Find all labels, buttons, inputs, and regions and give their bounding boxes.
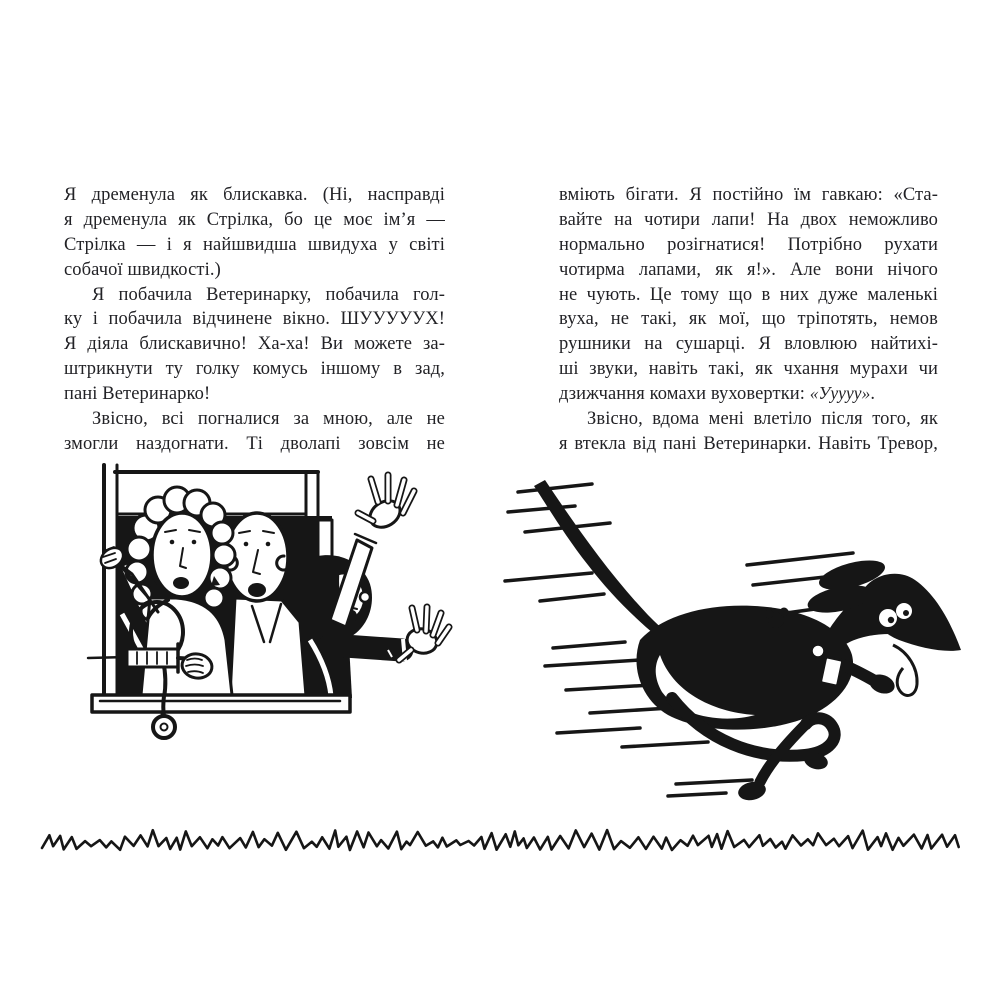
text-line: рушники на сушарці. Я вловлюю найтихі-	[559, 334, 938, 355]
waving-man-right-arm	[330, 645, 402, 650]
waving-man-raised-hand	[358, 475, 414, 533]
syringe-barrel	[127, 649, 178, 667]
text-line: чотирма лапами, як я!». Але вони нічого	[559, 259, 938, 280]
waving-man-right-hand	[399, 607, 449, 660]
text-line: вайте на чотири лапи! На двох неможливо	[559, 209, 938, 230]
text-line: штрикнути ту голку комусь іншому в зад,	[64, 359, 445, 380]
text-line: вуха, не такі, як мої, що тріпотять, немов	[559, 309, 938, 330]
text-line: Я діяла блискавично! Ха-ха! Ви можете за-	[64, 334, 445, 355]
text-line: Звісно, вдома мені влетіло після того, як	[587, 409, 938, 430]
left-page-text	[64, 183, 445, 457]
text-line: пані Ветеринарко!	[64, 384, 211, 405]
vets-at-window-illustration	[70, 460, 460, 810]
text-line: я дременула як Стрілка, бо це моє ім’я —	[64, 209, 445, 230]
dog-tongue	[893, 645, 917, 695]
vet-woman-mouth	[173, 577, 189, 589]
dog-eye	[879, 609, 897, 627]
right-page-text	[559, 183, 938, 457]
running-dog-illustration	[500, 470, 970, 815]
text-line: дзижчання комахи вуховертки: «Ууууу».	[559, 384, 876, 405]
text-line: Стрілка — і я найшвидша швидуха у світі	[64, 234, 445, 255]
text-line: вміють бігати. Я постійно їм гавкаю: «Ста-	[559, 185, 938, 205]
text-line: собачої швидкості.)	[64, 259, 221, 280]
syringe-needle	[88, 657, 127, 658]
bald-man-mouth	[248, 583, 266, 597]
text-line: Я побачила Ветеринарку, побачила гол-	[92, 284, 445, 305]
text-line: я втекла від пані Ветеринарки. Навіть Тревор,	[559, 433, 938, 454]
text-line: змогли наздогнати. Ті дволапі зовсім не	[64, 433, 445, 454]
window-sill	[92, 695, 350, 712]
grass-line	[0, 820, 1000, 880]
stethoscope-chestpiece	[153, 716, 175, 738]
text-line: не чують. Це тому що в них дуже маленькі	[559, 284, 938, 305]
text-line: Я дременула як блискавка. (Ні, насправді	[64, 185, 445, 205]
waving-man-ear	[360, 592, 370, 602]
dog-body	[534, 480, 961, 803]
text-line: Звісно, всі погналися за мною, але не	[92, 409, 445, 430]
text-line: ку і побачила відчинене вікно. ШУУУУУХ!	[64, 309, 445, 330]
text-line: ші звуки, навіть такі, як чхання мурахи чи	[559, 359, 938, 380]
text-line: нормально розігнатися! Потрібно рухати	[559, 234, 938, 255]
